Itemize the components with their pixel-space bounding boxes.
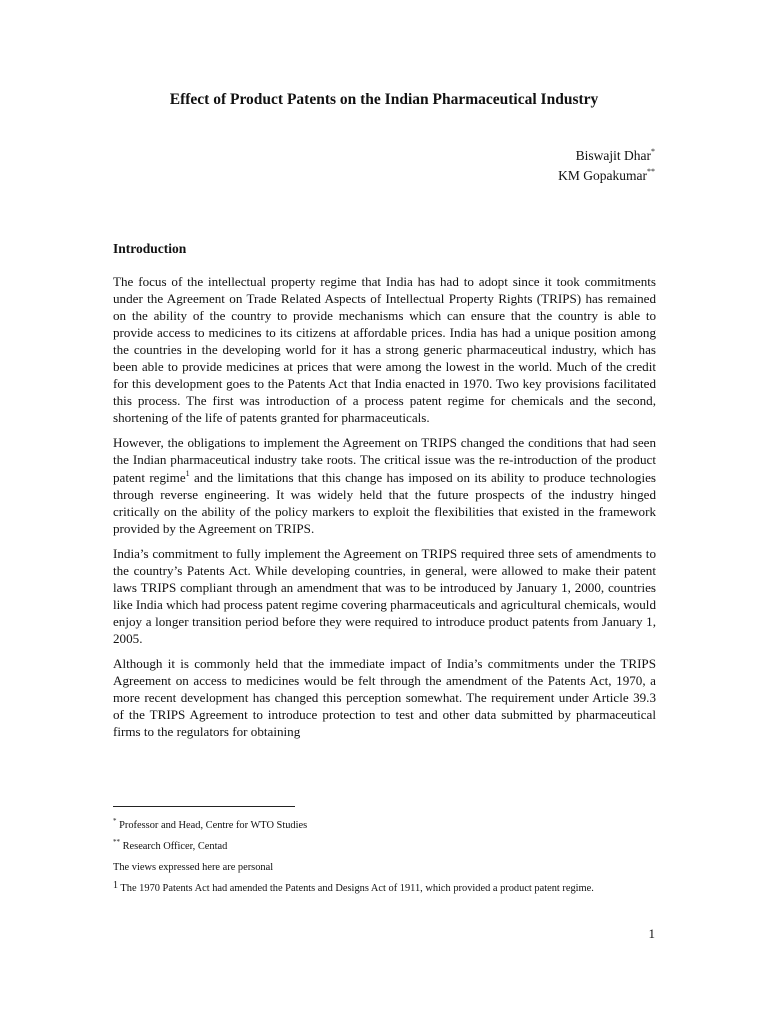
- paragraph-text: However, the obligations to implement the Agreement on TRIPS changed the conditions that had seen the Indian pharmaceutical industry take roots. The critical issue was the re-introduction of the product patent regime: [113, 435, 656, 485]
- footnotes: [113, 819, 656, 903]
- paragraph: The focus of the intellectual property regime that India has had to adopt since it took commitments under the Agreement on Trade Related Aspects of Intellectual Property Rights (TRIPS) has remained on the ability of the country to provide mechanisms which can ensure that the country is able to provide access to medicines to its citizens at affordable prices. India has had a unique position among the countries in the developing world for it has a strong generic pharmaceutical industry, which has been able to provide medicines at prices that were among the lowest in the world. Much of the credit for this development goes to the Patents Act that India enacted in 1970. Two key provisions facilitated this process. The first was introduction of a process patent regime for chemicals and the second, shortening of the life of patents granted for pharmaceuticals.: [113, 274, 656, 426]
- paragraph: India’s commitment to fully implement the Agreement on TRIPS required three sets of amendments to the country’s Patents Act. While developing countries, in general, were allowed to make their patent laws TRIPS compliant through an amendment that was to be introduced by January 1, 2000, countries like India which had process patent regime covering pharmaceuticals and agricultural chemicals, would enjoy a longer transition period before they were required to introduce product patents from January 1, 2005.: [113, 545, 656, 646]
- paragraph-text: and the limitations that this change has imposed on its ability to produce technologies through reverse engineering. It was widely held that the future prospects of the industry hinged critically on the ability of the policy markers to exploit the flexibilities that existed in the framework provided by the Agreement on TRIPS.: [113, 469, 656, 536]
- page-title: Effect of Product Patents on the Indian Pharmaceutical Industry: [169, 91, 599, 108]
- footnote: [113, 819, 656, 833]
- author-block: [558, 146, 655, 186]
- footnote-divider: [113, 806, 295, 807]
- author-footnote-marker: *: [651, 147, 655, 156]
- author-name: Biswajit Dhar: [575, 148, 651, 163]
- footnote-text: Professor and Head, Centre for WTO Studies: [119, 820, 308, 831]
- author-line: [558, 146, 655, 166]
- footnote-text: The 1970 Patents Act had amended the Patents and Designs Act of 1911, which provided a product patent regime.: [120, 883, 594, 894]
- page-number: 1: [648, 926, 655, 941]
- footnote: [113, 861, 656, 875]
- footnote-marker: *: [113, 817, 117, 825]
- author-name: KM Gopakumar: [558, 168, 647, 183]
- footnote: [113, 840, 656, 854]
- paragraph: [113, 434, 656, 536]
- section-heading: Introduction: [113, 241, 187, 256]
- footnote-text: Research Officer, Centad: [122, 841, 228, 852]
- author-footnote-marker: **: [647, 167, 655, 176]
- author-line: [558, 166, 655, 186]
- footnote: [113, 882, 656, 896]
- footnote-text: The views expressed here are personal: [113, 862, 274, 873]
- footnote-marker: **: [113, 838, 120, 846]
- body-text: [113, 273, 656, 748]
- footnote-marker: 1: [113, 880, 118, 891]
- paragraph: Although it is commonly held that the immediate impact of India’s commitments under the TRIPS Agreement on access to medicines would be felt through the amendment of the Patents Act, 1970, a more recent development has changed this perception somewhat. The requirement under Article 39.3 of the TRIPS Agreement to introduce protection to test and other data submitted by pharmaceutical firms to the regulators for obtaining: [113, 655, 656, 740]
- footnote-reference: 1: [185, 468, 190, 478]
